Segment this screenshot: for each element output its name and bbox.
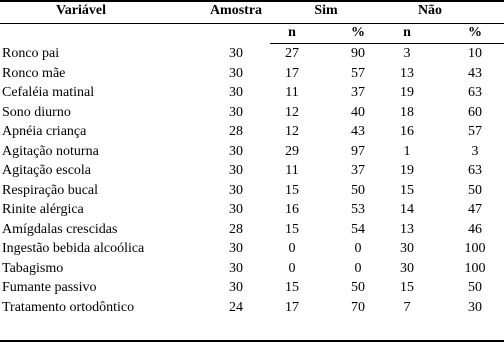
cell-sim-n: 11 (285, 163, 299, 178)
table-row (0, 124, 504, 143)
cell-sim-n: 17 (285, 299, 299, 315)
bottom-rule (0, 340, 504, 342)
cell-amostra: 30 (229, 260, 243, 276)
cell-sim-pct: 0 (354, 241, 362, 256)
cell-nao-n: 30 (400, 260, 414, 276)
cell-sim-pct: 53 (351, 202, 365, 217)
cell-sim-n: 12 (285, 104, 299, 120)
cell-amostra: 28 (229, 124, 243, 139)
table-row (0, 261, 504, 280)
cell-sim-n: 29 (285, 143, 299, 159)
cell-sim-pct: 37 (351, 163, 365, 178)
header-nao: Não (417, 3, 443, 18)
cell-nao-n: 14 (400, 202, 414, 217)
cell-amostra: 30 (229, 143, 243, 159)
cell-sim-pct: 40 (351, 104, 365, 120)
table-row (0, 46, 504, 65)
cell-variavel: Agitação escola (2, 163, 92, 178)
table-row (0, 163, 504, 182)
cell-nao-pct: 50 (468, 280, 482, 295)
cell-variavel: Agitação noturna (2, 143, 99, 159)
subheader-sim-pct: % (351, 25, 365, 40)
cell-nao-pct: 100 (464, 260, 486, 276)
cell-variavel: Fumante passivo (2, 280, 97, 295)
cell-variavel: Ronco pai (2, 46, 60, 61)
cell-variavel: Cefaléia matinal (2, 85, 95, 100)
cell-sim-n: 27 (285, 46, 299, 61)
cell-nao-pct: 100 (464, 241, 486, 256)
header-rule (0, 23, 504, 24)
cell-nao-pct: 43 (468, 65, 482, 81)
cell-nao-n: 18 (400, 104, 414, 120)
cell-nao-pct: 10 (468, 46, 482, 61)
table-row (0, 300, 504, 319)
cell-sim-pct: 97 (351, 143, 365, 159)
cell-variavel: Respiração bucal (2, 182, 99, 198)
cell-nao-n: 7 (403, 299, 411, 315)
top-rule (0, 0, 504, 2)
cell-nao-n: 19 (400, 163, 414, 178)
cell-sim-pct: 54 (351, 221, 365, 237)
cell-amostra: 24 (229, 299, 243, 315)
cell-amostra: 28 (229, 221, 243, 237)
table-row (0, 183, 504, 202)
cell-amostra: 30 (229, 65, 243, 81)
subheader-sim-n: n (288, 25, 296, 40)
subheader-nao-n: n (403, 25, 411, 40)
cell-sim-pct: 70 (351, 299, 365, 315)
cell-sim-pct: 90 (351, 46, 365, 61)
subheader-nao-pct: % (468, 25, 482, 40)
cell-sim-pct: 57 (351, 65, 365, 81)
cell-variavel: Tabagismo (2, 260, 64, 276)
cell-variavel: Ronco mãe (2, 65, 66, 81)
cell-nao-n: 19 (400, 85, 414, 100)
cell-sim-n: 15 (285, 280, 299, 295)
cell-nao-n: 15 (400, 280, 414, 295)
cell-variavel: Amígdalas crescidas (2, 221, 118, 237)
cell-sim-n: 12 (285, 124, 299, 139)
cell-nao-n: 13 (400, 221, 414, 237)
cell-amostra: 30 (229, 202, 243, 217)
cell-sim-n: 0 (288, 241, 296, 256)
table-row (0, 202, 504, 221)
cell-nao-n: 1 (403, 143, 411, 159)
cell-nao-pct: 50 (468, 182, 482, 198)
cell-nao-pct: 46 (468, 221, 482, 237)
table-row (0, 85, 504, 104)
cell-amostra: 30 (229, 85, 243, 100)
cell-nao-n: 15 (400, 182, 414, 198)
cell-nao-pct: 63 (468, 85, 482, 100)
cell-sim-n: 15 (285, 221, 299, 237)
cell-nao-pct: 60 (468, 104, 482, 120)
cell-nao-pct: 63 (468, 163, 482, 178)
header-sim: Sim (314, 3, 338, 18)
cell-amostra: 30 (229, 163, 243, 178)
cell-variavel: Tratamento ortodôntico (2, 299, 135, 315)
cell-sim-pct: 37 (351, 85, 365, 100)
cell-nao-pct: 47 (468, 202, 482, 217)
header-amostra: Amostra (209, 3, 263, 18)
cell-nao-pct: 30 (468, 299, 482, 315)
table-row (0, 66, 504, 85)
cell-sim-pct: 0 (354, 260, 362, 276)
cell-nao-n: 16 (400, 124, 414, 139)
table-row (0, 241, 504, 260)
cell-amostra: 30 (229, 182, 243, 198)
cell-nao-pct: 3 (471, 143, 479, 159)
table-row (0, 280, 504, 299)
cell-nao-pct: 57 (468, 124, 482, 139)
cell-nao-n: 30 (400, 241, 414, 256)
cell-variavel: Rinite alérgica (2, 202, 84, 217)
cell-amostra: 30 (229, 241, 243, 256)
cell-variavel: Ingestão bebida alcoólica (2, 241, 145, 256)
table-row (0, 222, 504, 241)
cell-sim-n: 0 (288, 260, 296, 276)
cell-sim-pct: 50 (351, 182, 365, 198)
cell-nao-n: 13 (400, 65, 414, 81)
cell-sim-n: 15 (285, 182, 299, 198)
cell-sim-n: 17 (285, 65, 299, 81)
subheader-rule (270, 43, 504, 44)
cell-amostra: 30 (229, 104, 243, 120)
cell-amostra: 30 (229, 46, 243, 61)
header-variavel: Variável (55, 3, 107, 18)
cell-sim-pct: 43 (351, 124, 365, 139)
cell-variavel: Apnéia criança (2, 124, 87, 139)
cell-sim-n: 16 (285, 202, 299, 217)
table-row (0, 105, 504, 124)
cell-sim-n: 11 (285, 85, 299, 100)
cell-nao-n: 3 (403, 46, 411, 61)
cell-variavel: Sono diurno (2, 104, 71, 120)
cell-sim-pct: 50 (351, 280, 365, 295)
table-row (0, 144, 504, 163)
cell-amostra: 30 (229, 280, 243, 295)
